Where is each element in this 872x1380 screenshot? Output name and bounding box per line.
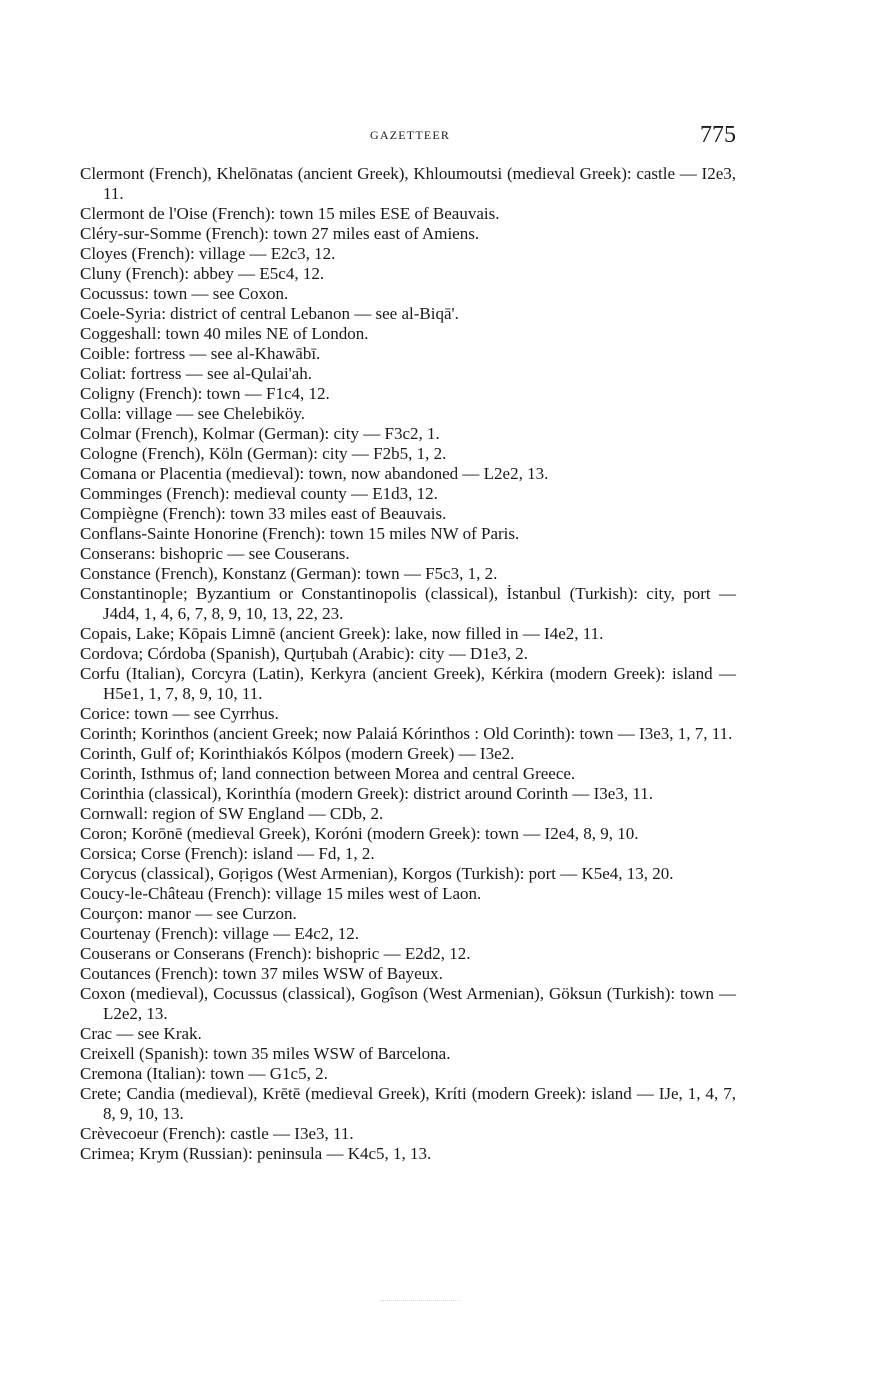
gazetteer-entry: Crac — see Krak. [80, 1024, 202, 1043]
gazetteer-entry: Corycus (classical), Goṛigos (West Armenian), Korgos (Turkish): port — K5e4, 13, 20. [80, 864, 674, 883]
gazetteer-entry-list [80, 164, 736, 1164]
gazetteer-entry: Cremona (Italian): town — G1c5, 2. [80, 1064, 328, 1083]
gazetteer-entry: Corinth; Korinthos (ancient Greek; now Palaiá Kórinthos : Old Corinth): town — I3e3, 1, 7, 11. [80, 724, 733, 743]
gazetteer-entry: Colla: village — see Chelebiköy. [80, 404, 306, 423]
gazetteer-entry: Coutances (French): town 37 miles WSW of Bayeux. [80, 964, 443, 983]
gazetteer-entry: Conflans-Sainte Honorine (French): town 15 miles NW of Paris. [80, 524, 520, 543]
gazetteer-entry: Coligny (French): town — F1c4, 12. [80, 384, 330, 403]
gazetteer-entry: Constance (French), Konstanz (German): town — F5c3, 1, 2. [80, 564, 498, 583]
gazetteer-entry: Coucy-le-Château (French): village 15 miles west of Laon. [80, 884, 482, 903]
gazetteer-entry: Copais, Lake; Kōpais Limnē (ancient Greek): lake, now filled in — I4e2, 11. [80, 624, 604, 643]
gazetteer-entry: Compiègne (French): town 33 miles east of Beauvais. [80, 504, 447, 523]
gazetteer-entry: Cornwall: region of SW England — CDb, 2. [80, 804, 384, 823]
gazetteer-entry: Corinthia (classical), Korinthía (modern Greek): district around Corinth — I3e3, 11. [80, 784, 653, 803]
gazetteer-entry: Corinth, Isthmus of; land connection between Morea and central Greece. [80, 764, 576, 783]
gazetteer-entry: Courçon: manor — see Curzon. [80, 904, 297, 923]
gazetteer-entry: Conserans: bishopric — see Couserans. [80, 544, 350, 563]
gazetteer-entry: Comminges (French): medieval county — E1d3, 12. [80, 484, 438, 503]
gazetteer-entry: Comana or Placentia (medieval): town, now abandoned — L2e2, 13. [80, 464, 549, 483]
gazetteer-entry: Cocussus: town — see Coxon. [80, 284, 289, 303]
gazetteer-entry: Crèvecoeur (French): castle — I3e3, 11. [80, 1124, 354, 1143]
gazetteer-entry: Cloyes (French): village — E2c3, 12. [80, 244, 336, 263]
page-footer-mark [380, 1300, 460, 1302]
gazetteer-entry: Cologne (French), Köln (German): city — F2b5, 1, 2. [80, 444, 447, 463]
gazetteer-entry: Couserans or Conserans (French): bishopric — E2d2, 12. [80, 944, 471, 963]
gazetteer-entry: Colmar (French), Kolmar (German): city — F3c2, 1. [80, 424, 440, 443]
gazetteer-entry: Creixell (Spanish): town 35 miles WSW of Barcelona. [80, 1044, 451, 1063]
running-head: GAZETTEER [370, 128, 451, 142]
gazetteer-entry: Coliat: fortress — see al-Qulai'ah. [80, 364, 313, 383]
gazetteer-entry: Courtenay (French): village — E4c2, 12. [80, 924, 360, 943]
gazetteer-entry: Coron; Korōnē (medieval Greek), Koróni (modern Greek): town — I2e4, 8, 9, 10. [80, 824, 639, 843]
gazetteer-entry: Crete; Candia (medieval), Krētē (medieval Greek), Kríti (modern Greek): island — IJe, 1, 4, 7, 8, 9, 10, 13. [80, 1084, 736, 1123]
page-number: 775 [700, 122, 736, 148]
gazetteer-entry: Crimea; Krym (Russian): peninsula — K4c5, 1, 13. [80, 1144, 432, 1163]
gazetteer-entry: Cordova; Córdoba (Spanish), Qurṭubah (Arabic): city — D1e3, 2. [80, 644, 529, 663]
gazetteer-entry: Corinth, Gulf of; Korinthiakós Kólpos (modern Greek) — I3e2. [80, 744, 515, 763]
gazetteer-entry: Corice: town — see Cyrrhus. [80, 704, 279, 723]
gazetteer-entry: Clermont de l'Oise (French): town 15 miles ESE of Beauvais. [80, 204, 500, 223]
gazetteer-entry: Cléry-sur-Somme (French): town 27 miles east of Amiens. [80, 224, 480, 243]
gazetteer-entry: Corfu (Italian), Corcyra (Latin), Kerkyra (ancient Greek), Kérkira (modern Greek): island — H5e1, 1, 7, 8, 9, 10, 11. [80, 664, 736, 703]
gazetteer-entry: Cluny (French): abbey — E5c4, 12. [80, 264, 325, 283]
gazetteer-entry: Coxon (medieval), Cocussus (classical), Gogîson (West Armenian), Göksun (Turkish): town — L2e2, 13. [80, 984, 736, 1023]
gazetteer-entry: Clermont (French), Khelōnatas (ancient Greek), Khloumoutsi (medieval Greek): castle — I2e3, 11. [80, 164, 736, 203]
gazetteer-entry: Coele-Syria: district of central Lebanon — see al-Biqā'. [80, 304, 459, 323]
gazetteer-entry: Corsica; Corse (French): island — Fd, 1, 2. [80, 844, 375, 863]
gazetteer-entry: Constantinople; Byzantium or Constantinopolis (classical), İstanbul (Turkish): city, port — J4d4, 1, 4, 6, 7, 8, 9, 10, 13, 22, 23. [80, 584, 736, 623]
gazetteer-entry: Coggeshall: town 40 miles NE of London. [80, 324, 369, 343]
gazetteer-entry: Coible: fortress — see al-Khawābī. [80, 344, 321, 363]
